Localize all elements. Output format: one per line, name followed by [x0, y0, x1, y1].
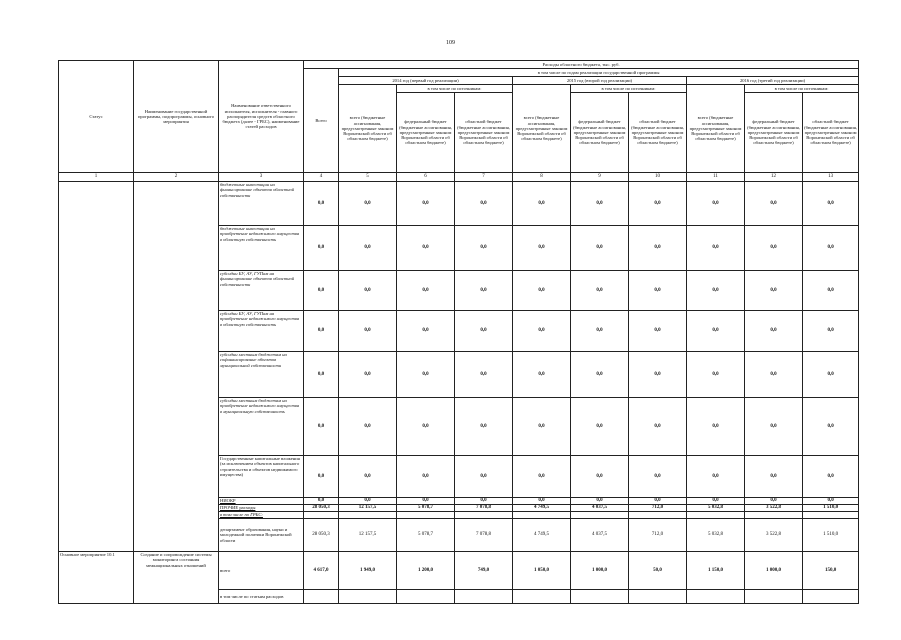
cell-value: 0,0 [397, 352, 455, 398]
page-number: 109 [446, 40, 455, 46]
row-label: в том числе по ГРБС: [219, 512, 304, 519]
cell-value: 0,0 [339, 182, 397, 226]
cell-value: 0,0 [745, 498, 803, 505]
table-row [59, 182, 859, 226]
cell-value: 12 157,5 [339, 505, 397, 512]
status-cell [59, 182, 134, 552]
row-label: бюджетные инвестиции на финансирование объектов областной собственности [219, 182, 304, 226]
cell-value: 1 000,0 [571, 552, 629, 590]
cell-value: 1 510,0 [803, 505, 859, 512]
cell-value: 0,0 [397, 498, 455, 505]
cell-value: 1 949,0 [339, 552, 397, 590]
cell-value: 0,0 [803, 311, 859, 352]
cell-value: 28 050,3 [304, 505, 339, 512]
cell-value: 0,0 [687, 456, 745, 498]
header-col-all: всего (бюджетные ассигнования, предусмотренные законом Воронежской области об областном бюджете) [513, 85, 571, 173]
column-number: 2 [134, 173, 219, 182]
empty-cell [803, 512, 859, 519]
cell-value: 5 078,7 [397, 505, 455, 512]
header-col-all: всего (бюджетные ассигнования, предусмотренные законом Воронежской области об областном бюджете) [339, 85, 397, 173]
empty-cell [397, 590, 455, 604]
cell-value: 0,0 [803, 226, 859, 271]
cell-value: 0,0 [745, 311, 803, 352]
cell-value: 0,0 [455, 498, 513, 505]
header-by-years: в том числе по годам реализации государственной программы [339, 69, 859, 77]
cell-value: 0,0 [513, 456, 571, 498]
cell-value: 0,0 [571, 182, 629, 226]
empty-cell [571, 512, 629, 519]
row-label: субсидии местным бюджетам на приобретение недвижимого имущества в муниципальную собственность [219, 398, 304, 456]
cell-value: 0,0 [513, 271, 571, 311]
cell-value: 0,0 [339, 271, 397, 311]
cell-value: 0,0 [629, 352, 687, 398]
row-label: в том числе по статьям расходов [219, 590, 304, 604]
empty-cell [629, 512, 687, 519]
budget-table [58, 60, 859, 604]
cell-value: 712,0 [629, 519, 687, 552]
cell-value: 150,0 [803, 552, 859, 590]
column-number: 13 [803, 173, 859, 182]
cell-value: 0,0 [397, 271, 455, 311]
column-number: 4 [304, 173, 339, 182]
cell-value: 0,0 [571, 271, 629, 311]
cell-value: 12 157,5 [339, 519, 397, 552]
empty-cell [513, 512, 571, 519]
cell-value: 1 510,0 [803, 519, 859, 552]
empty-cell [629, 590, 687, 604]
cell-value: 3 522,8 [745, 519, 803, 552]
empty-cell [455, 590, 513, 604]
cell-value: 0,0 [304, 456, 339, 498]
cell-value: 0,0 [687, 271, 745, 311]
empty-cell [745, 512, 803, 519]
empty-cell [455, 512, 513, 519]
cell-value: 0,0 [745, 456, 803, 498]
cell-value: 7 078,8 [455, 505, 513, 512]
column-number: 7 [455, 173, 513, 182]
cell-value: 0,0 [339, 311, 397, 352]
cell-value: 0,0 [455, 456, 513, 498]
measure-name: Создание и сопровождение системы мониторинга состояния межнациональных отношений [134, 552, 219, 604]
row-label: всего [219, 552, 304, 590]
cell-value: 749,0 [455, 552, 513, 590]
cell-value: 0,0 [571, 311, 629, 352]
cell-value: 0,0 [687, 498, 745, 505]
cell-value: 5 032,8 [687, 505, 745, 512]
cell-value: 0,0 [304, 352, 339, 398]
cell-value: 0,0 [397, 456, 455, 498]
empty-cell [687, 590, 745, 604]
header-col-regional: областной бюджет (бюджетные ассигнования, предусмотренные законом Воронежской области об областном бюджете) [803, 93, 859, 173]
cell-value: 5 032,8 [687, 519, 745, 552]
cell-value: 0,0 [571, 226, 629, 271]
cell-value: 0,0 [339, 498, 397, 505]
header-year-2014: 2014 год (первый год реализации) [339, 77, 513, 85]
header-col-federal: федеральный бюджет (бюджетные ассигнования, предусмотренные законом Воронежской области об областном бюджете) [397, 93, 455, 173]
header-col-federal: федеральный бюджет (бюджетные ассигнования, предусмотренные законом Воронежской области об областном бюджете) [745, 93, 803, 173]
cell-value: 1 150,0 [687, 552, 745, 590]
cell-value: 5 078,7 [397, 519, 455, 552]
cell-value: 0,0 [455, 226, 513, 271]
cell-value: 7 078,8 [455, 519, 513, 552]
cell-value: 3 522,8 [745, 505, 803, 512]
column-number: 1 [59, 173, 134, 182]
cell-value: 0,0 [455, 182, 513, 226]
cell-value: 0,0 [803, 182, 859, 226]
measure-status: Основное мероприятие 10.1 [59, 552, 134, 604]
header-responsible: Наименование ответственного исполнителя, исполнителя - главного распорядителя средств областного бюджета (далее - ГРБС), наименование статей расходов [219, 61, 304, 173]
header-by-sources: в том числе по источникам: [571, 85, 687, 93]
cell-value: 0,0 [339, 456, 397, 498]
cell-value: 4 617,0 [304, 552, 339, 590]
cell-value: 0,0 [571, 352, 629, 398]
cell-value: 0,0 [513, 182, 571, 226]
row-label: департамент образования, науки и молодежной политики Воронежской области [219, 519, 304, 552]
cell-value: 0,0 [745, 271, 803, 311]
cell-value: 4 037,5 [571, 519, 629, 552]
cell-value: 0,0 [397, 182, 455, 226]
header-col-regional: областной бюджет (бюджетные ассигнования, предусмотренные законом Воронежской области об областном бюджете) [455, 93, 513, 173]
header-col-all: всего (бюджетные ассигнования, предусмотренные законом Воронежской области об областном бюджете) [687, 85, 745, 173]
cell-value: 50,0 [629, 552, 687, 590]
cell-value: 1 200,0 [397, 552, 455, 590]
cell-value: 0,0 [803, 271, 859, 311]
row-label: субсидии БУ, АУ, ГУПам на финансирование объектов областной собственности [219, 271, 304, 311]
cell-value: 0,0 [304, 498, 339, 505]
header-expenses-title: Расходы областного бюджета, тыс. руб. [304, 61, 859, 69]
cell-value: 0,0 [513, 398, 571, 456]
cell-value: 0,0 [687, 398, 745, 456]
empty-cell [339, 512, 397, 519]
header-by-sources: в том числе по источникам: [397, 85, 513, 93]
cell-value: 0,0 [513, 311, 571, 352]
cell-value: 0,0 [745, 352, 803, 398]
empty-cell [513, 590, 571, 604]
cell-value: 0,0 [513, 352, 571, 398]
header-total: Всего [304, 69, 339, 173]
cell-value: 0,0 [687, 182, 745, 226]
cell-value: 0,0 [629, 182, 687, 226]
header-year-2016: 2016 год (третий год реализации) [687, 77, 859, 85]
cell-value: 0,0 [339, 226, 397, 271]
cell-value: 0,0 [629, 398, 687, 456]
cell-value: 0,0 [455, 271, 513, 311]
cell-value: 28 050,3 [304, 519, 339, 552]
empty-cell [745, 590, 803, 604]
column-number: 3 [219, 173, 304, 182]
empty-cell [397, 512, 455, 519]
cell-value: 0,0 [304, 398, 339, 456]
cell-value: 0,0 [513, 498, 571, 505]
row-label: бюджетные инвестиции на приобретение недвижимого имущества в областную собственность [219, 226, 304, 271]
cell-value: 0,0 [304, 271, 339, 311]
cell-value: 0,0 [304, 226, 339, 271]
cell-value: 1 000,0 [745, 552, 803, 590]
cell-value: 0,0 [803, 352, 859, 398]
cell-value: 0,0 [687, 352, 745, 398]
cell-value: 0,0 [571, 398, 629, 456]
header-col-federal: федеральный бюджет (бюджетные ассигнования, предусмотренные законом Воронежской области об областном бюджете) [571, 93, 629, 173]
header-col-regional: областной бюджет (бюджетные ассигнования, предусмотренные законом Воронежской области об областном бюджете) [629, 93, 687, 173]
cell-value: 0,0 [397, 226, 455, 271]
cell-value: 0,0 [745, 182, 803, 226]
empty-cell [339, 590, 397, 604]
cell-value: 0,0 [687, 226, 745, 271]
cell-value: 0,0 [745, 226, 803, 271]
cell-value: 0,0 [339, 352, 397, 398]
empty-cell [571, 590, 629, 604]
header-by-sources: в том числе по источникам: [745, 85, 859, 93]
cell-value: 0,0 [397, 311, 455, 352]
empty-cell [304, 590, 339, 604]
cell-value: 0,0 [513, 226, 571, 271]
cell-value: 0,0 [803, 456, 859, 498]
empty-cell [304, 512, 339, 519]
program-name-cell [134, 182, 219, 552]
column-number: 9 [571, 173, 629, 182]
header-program-name: Наименование государственной программы, подпрограммы, основного мероприятия [134, 61, 219, 173]
cell-value: 0,0 [745, 398, 803, 456]
cell-value: 0,0 [629, 498, 687, 505]
column-number: 8 [513, 173, 571, 182]
row-label: ПРОЧИЕ расходы [219, 505, 304, 512]
row-label: субсидии БУ, АУ, ГУПам на приобретение недвижимого имущества в областную собственность [219, 311, 304, 352]
cell-value: 0,0 [304, 182, 339, 226]
column-number: 6 [397, 173, 455, 182]
column-number-row [59, 173, 859, 182]
header-year-2015: 2015 год (второй год реализации) [513, 77, 687, 85]
cell-value: 4 749,5 [513, 505, 571, 512]
column-number: 11 [687, 173, 745, 182]
cell-value: 0,0 [803, 498, 859, 505]
cell-value: 0,0 [629, 271, 687, 311]
empty-cell [687, 512, 745, 519]
table-row [59, 552, 859, 590]
cell-value: 712,0 [629, 505, 687, 512]
cell-value: 0,0 [455, 398, 513, 456]
cell-value: 4 749,5 [513, 519, 571, 552]
column-number: 12 [745, 173, 803, 182]
empty-cell [803, 590, 859, 604]
column-number: 10 [629, 173, 687, 182]
cell-value: 0,0 [304, 311, 339, 352]
header-status: Статус [59, 61, 134, 173]
row-label: Государственные капитальные вложения (за исключением объектов капитального строительства и объектов недвижимого имущества) [219, 456, 304, 498]
cell-value: 0,0 [339, 398, 397, 456]
cell-value: 0,0 [687, 311, 745, 352]
cell-value: 0,0 [629, 311, 687, 352]
cell-value: 0,0 [571, 456, 629, 498]
cell-value: 0,0 [571, 498, 629, 505]
cell-value: 0,0 [455, 352, 513, 398]
cell-value: 4 037,5 [571, 505, 629, 512]
cell-value: 1 050,0 [513, 552, 571, 590]
cell-value: 0,0 [455, 311, 513, 352]
cell-value: 0,0 [397, 398, 455, 456]
column-number: 5 [339, 173, 397, 182]
cell-value: 0,0 [629, 226, 687, 271]
cell-value: 0,0 [803, 398, 859, 456]
row-label: НИОКР [219, 498, 304, 505]
row-label: субсидии местным бюджетам на софинансирование объектов муниципальной собственности [219, 352, 304, 398]
cell-value: 0,0 [629, 456, 687, 498]
